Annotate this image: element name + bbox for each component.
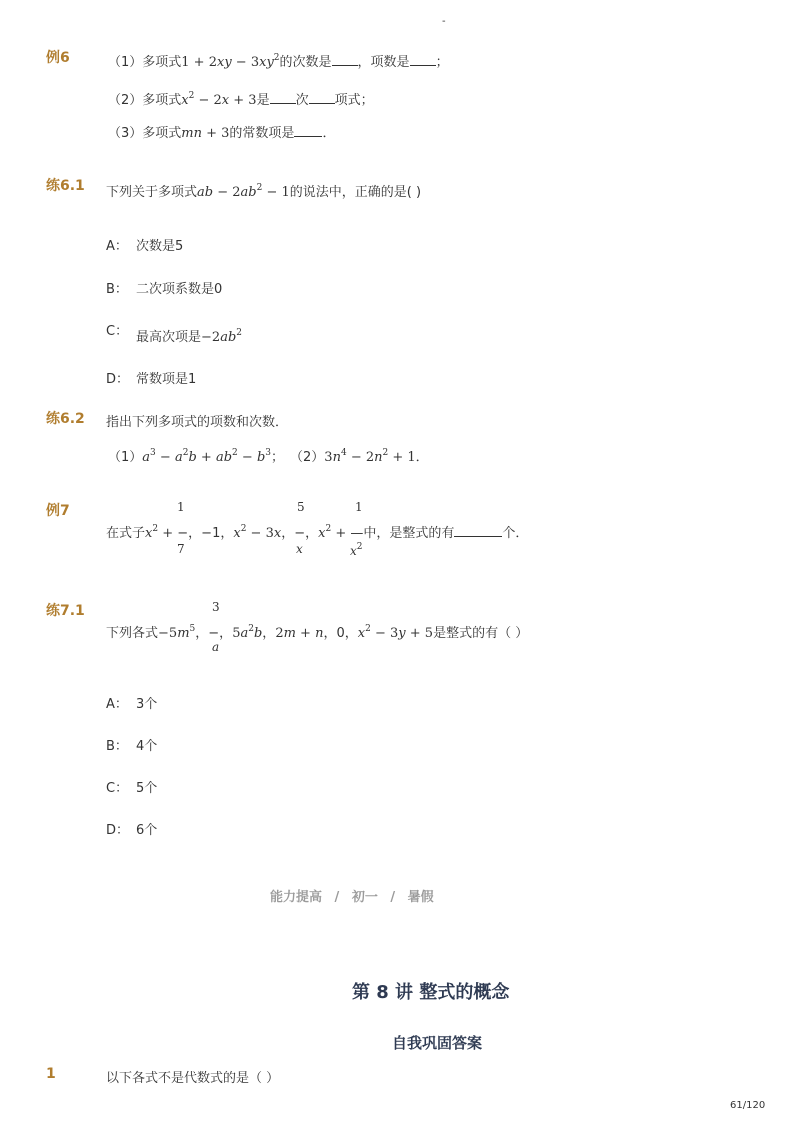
option-text: 次数是5 (136, 239, 184, 254)
ex71-label: 练7.1 (46, 603, 85, 619)
option-key: D： (106, 823, 130, 838)
answer-blank[interactable] (454, 525, 502, 537)
answer-blank[interactable] (332, 54, 358, 66)
ex62-parts (108, 446, 429, 465)
math: 2 (275, 626, 284, 641)
page-number: 61/120 (730, 1100, 766, 1111)
math: x (357, 626, 366, 641)
ex7-end: 个． (502, 526, 529, 541)
frac-numerator: 3 (212, 600, 220, 614)
math-exp: 2 (152, 524, 159, 534)
math: ab (240, 185, 257, 200)
math-exp: 4 (340, 448, 347, 458)
math: − 2 (194, 93, 222, 108)
math-exp: 2 (188, 91, 195, 101)
ex61-label: 练6.1 (46, 178, 85, 194)
math: b (188, 450, 197, 465)
answer-blank[interactable] (270, 92, 296, 104)
math-exp: 2 (325, 524, 332, 534)
math: + 3是 (229, 93, 270, 108)
top-mark: - (442, 16, 446, 27)
ex71-stem (106, 622, 528, 641)
ex7-label: 例7 (46, 503, 70, 519)
sep: ； (271, 450, 285, 465)
frac-denominator (350, 542, 363, 558)
ex61-option-d[interactable] (106, 368, 196, 387)
math: − (237, 450, 257, 465)
math: ab (215, 450, 233, 465)
math-exp: 3 (150, 448, 156, 458)
part-prefix: （1） (108, 450, 143, 465)
math: − (155, 450, 175, 465)
math: + (196, 450, 216, 465)
sep: ， (305, 526, 319, 541)
ex6-q1 (108, 51, 449, 70)
frac-numerator: 1 (177, 500, 185, 514)
math: 1 + 2 (181, 55, 217, 70)
frac-sign: − (177, 526, 189, 541)
frac-denominator: a (212, 640, 220, 654)
q1-text: 以下各式不是代数式的是（ ） (106, 1071, 280, 1086)
ex61-stem-a: 下列关于多项式 (106, 185, 198, 200)
math: xy (259, 55, 274, 70)
ex6-q1-mid2: ，项数是 (357, 55, 410, 70)
math: 3 (324, 450, 333, 465)
ex61-stem (106, 181, 421, 200)
frac-numerator: 1 (355, 500, 363, 514)
math: − 1 (262, 185, 290, 200)
ex6-q2 (108, 89, 374, 108)
math-exp: 2 (232, 448, 238, 458)
math: + 3 (201, 126, 230, 141)
math: + 1． (388, 450, 429, 465)
math: m (283, 626, 296, 641)
sep: ， (195, 626, 209, 641)
math: ab (220, 330, 237, 345)
math: 5 (232, 626, 241, 641)
section-subtitle: 自我巩固答案 (392, 1034, 483, 1052)
page-footer (270, 886, 434, 905)
math: + (331, 526, 351, 541)
math: mn (181, 126, 202, 141)
option-key: C： (106, 781, 129, 796)
frac-denominator: x (296, 542, 303, 556)
ex7-prefix: 在式子 (106, 526, 146, 541)
math: − 2 (346, 450, 375, 465)
math: + (295, 626, 316, 641)
math: −5 (158, 626, 178, 641)
math: xy (216, 55, 232, 70)
option-key: B： (106, 282, 128, 297)
math-exp: 2 (382, 448, 389, 458)
option-text: 5个 (136, 781, 158, 796)
ex62-stem: 指出下列多项式的项数和次数． (106, 415, 289, 430)
ex6-q1-prefix: （1）多项式 (108, 55, 182, 70)
math: − 3 (246, 526, 274, 541)
math: x (221, 93, 230, 108)
option-text: 常数项是1 (136, 372, 197, 387)
answer-blank[interactable] (410, 54, 436, 66)
math: x (233, 526, 241, 541)
math: a (240, 626, 249, 641)
ex6-q3-prefix: （3）多项式 (108, 126, 182, 141)
ex71-option-c[interactable] (106, 777, 157, 796)
ex71-suffix: 是整式的有（ ） (433, 626, 529, 641)
footer-part: 暑假 (407, 890, 434, 905)
ex6-label: 例6 (46, 50, 70, 66)
sep: ， (262, 626, 276, 641)
option-text: 6个 (136, 823, 158, 838)
math: + (158, 526, 178, 541)
ex61-option-b[interactable] (106, 278, 222, 297)
math: − 3 (370, 626, 399, 641)
math: x (350, 544, 357, 558)
sep: ， (219, 626, 233, 641)
ex6-q2-end: 项式； (334, 93, 374, 108)
part-prefix: （2） (290, 450, 325, 465)
ex61-stem-b: 的说法中，正确的是( ) (289, 185, 422, 200)
ex71-option-d[interactable] (106, 819, 157, 838)
math: − 3 (231, 55, 260, 70)
option-key: B： (106, 739, 128, 754)
math: y (398, 626, 406, 641)
math-exp: 2 (236, 328, 242, 338)
ex6-q1-end: ； (435, 55, 449, 70)
ex71-prefix: 下列各式 (106, 626, 159, 641)
option-text: 3个 (136, 697, 158, 712)
sep: ， (281, 526, 295, 541)
option-text: 二次项系数是0 (136, 282, 223, 297)
ex71-option-b[interactable] (106, 735, 157, 754)
math-exp: 2 (240, 524, 247, 534)
ex62-label: 练6.2 (46, 411, 85, 427)
math: − 2 (213, 185, 241, 200)
option-key: A： (106, 239, 128, 254)
math: m (177, 626, 190, 641)
math: x (273, 526, 282, 541)
sep: ，0， (323, 626, 358, 641)
math-exp: 5 (189, 624, 196, 634)
answer-blank[interactable] (309, 92, 335, 104)
footer-part: 能力提高 (270, 890, 323, 905)
math-exp: 2 (182, 448, 189, 458)
ex6-q3-end: ． (322, 126, 336, 141)
math: ，−1， (188, 526, 234, 541)
math: x (318, 526, 326, 541)
math: + 5 (405, 626, 434, 641)
math: x (145, 526, 153, 541)
option-key: D： (106, 372, 130, 387)
ex6-q2-prefix: （2）多项式 (108, 93, 182, 108)
ex6-q3 (108, 122, 335, 141)
math: −2 (201, 330, 221, 345)
math: n (332, 450, 341, 465)
frac-sign: − (208, 626, 220, 641)
answer-blank[interactable] (294, 125, 322, 137)
ex7-stem (106, 522, 528, 541)
math: n (315, 626, 324, 641)
ex6-q1-mid: 的次数是 (279, 55, 332, 70)
frac-denominator: 7 (177, 542, 185, 556)
option-text: 最高次项是 (136, 330, 202, 345)
math: b (256, 450, 266, 465)
math: a (142, 450, 151, 465)
math: a (174, 450, 183, 465)
ex6-q2-mid: 次 (295, 93, 309, 108)
ex6-q3-mid: 的常数项是 (229, 126, 295, 141)
frac-sign: − (294, 526, 306, 541)
ex7-suffix: 中，是整式的有 (363, 526, 455, 541)
frac-numerator: 5 (297, 500, 305, 514)
math-exp: 2 (273, 53, 280, 63)
option-key: C： (106, 324, 129, 339)
math-exp: 2 (356, 542, 363, 552)
math-exp: 3 (265, 448, 271, 458)
frac-sign: — (350, 526, 364, 541)
ex61-option-c[interactable] (106, 320, 242, 345)
section-title: 第 8 讲 整式的概念 (352, 982, 510, 1003)
math: ab (197, 185, 214, 200)
footer-sep: / (390, 890, 396, 905)
option-key: A： (106, 697, 128, 712)
ex71-option-a[interactable] (106, 693, 157, 712)
footer-sep: / (334, 890, 340, 905)
math: n (374, 450, 383, 465)
ex61-option-a[interactable] (106, 235, 183, 254)
math-exp: 2 (365, 624, 371, 634)
math-exp: 2 (248, 624, 254, 634)
option-text: 4个 (136, 739, 158, 754)
math-exp: 2 (256, 183, 263, 193)
math: x (181, 93, 189, 108)
math: b (253, 626, 263, 641)
footer-part: 初一 (351, 890, 378, 905)
q1-label: 1 (46, 1066, 56, 1082)
